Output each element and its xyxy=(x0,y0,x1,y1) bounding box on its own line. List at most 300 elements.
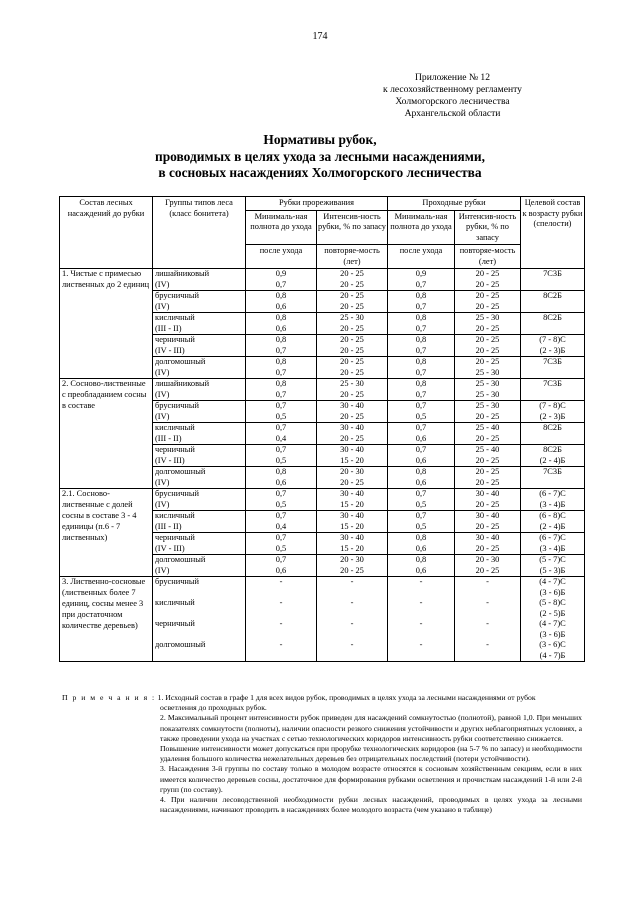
passage-density-cell-lower: 0,5 xyxy=(415,521,427,531)
header-intensity: Интенсив-ность рубки, % по запасу xyxy=(455,210,521,245)
forest-type: брусничный xyxy=(155,577,200,586)
passage-density-cell-lower: 0,6 xyxy=(415,477,427,487)
thinning-intensity-cell-upper: 30 - 40 xyxy=(340,511,364,520)
passage-density-cell xyxy=(388,511,455,533)
thinning-density-cell xyxy=(246,401,317,423)
target-composition-cell xyxy=(521,467,585,489)
spacer xyxy=(248,588,314,599)
thinning-intensity-cell xyxy=(317,577,388,662)
thinning-density-cell-upper: 0,8 xyxy=(275,379,287,388)
passage-density-cell-upper: 0,8 xyxy=(415,291,427,300)
target-composition-cell-upper: (6 - 8)С xyxy=(539,511,566,520)
forest-type-cell-lower: (IV - III) xyxy=(155,455,185,465)
thinning-density-cell-upper: 0,7 xyxy=(275,555,287,564)
passage-intensity-cell-upper: 20 - 25 xyxy=(475,291,500,300)
note-1: 1. Исходный состав в графе 1 для всех видов рубок, проводимых в целях ухода за лесными насаждениями от рубок xyxy=(157,693,536,702)
thinning-intensity-cell xyxy=(317,379,388,401)
passage-density-cell-upper: 0,8 xyxy=(415,313,427,322)
forest-type-cell-upper: брусничный xyxy=(155,401,200,410)
note-2: 2. Максимальный процент интенсивности рубок приведен для насаждений сомкнутостью (полнотой), равной 1,0. При меньших показателях сомкнутости (полноты), наличии опасности резкого снижения устойчивости и других неблагоприятных условиях, а также проведении ухода на участках с сетью технологических коридоров интенсивность рубки соответственно снижается. xyxy=(160,713,582,743)
thinning-density-cell xyxy=(246,445,317,467)
spacer xyxy=(248,651,314,662)
thinning-intensity-cell xyxy=(317,467,388,489)
thinning-intensity-cell xyxy=(317,445,388,467)
thinning-intensity-cell xyxy=(317,335,388,357)
dash: - xyxy=(419,640,423,649)
passage-intensity-cell xyxy=(455,401,521,423)
table-row xyxy=(60,489,585,511)
norms-table xyxy=(59,196,585,662)
forest-type-cell-lower: (IV) xyxy=(155,301,170,311)
header-repeat: повторяе-мость (лет) xyxy=(455,245,521,269)
target-composition-cell xyxy=(521,423,585,445)
group-label: 1. Чистые с примесью лиственных до 2 единиц xyxy=(60,269,153,379)
thinning-density-cell xyxy=(246,423,317,445)
thinning-density-cell-upper: 0,7 xyxy=(275,489,287,498)
page-number: 174 xyxy=(312,31,328,42)
passage-density-cell xyxy=(388,357,455,379)
forest-type-cell-upper: черничный xyxy=(155,533,195,542)
forest-type-cell xyxy=(153,555,246,577)
forest-type-cell-lower: (IV) xyxy=(155,565,170,575)
target-composition-cell xyxy=(521,445,585,467)
thinning-density-cell xyxy=(246,335,317,357)
passage-density-cell-upper: 0,7 xyxy=(415,511,427,520)
thinning-intensity-cell-upper: 20 - 25 xyxy=(340,269,364,278)
target-composition-cell-upper: 8С2Б xyxy=(543,423,562,432)
target-composition-cell xyxy=(521,313,585,335)
spacer xyxy=(155,630,243,641)
forest-type-cell xyxy=(153,445,246,467)
passage-density-cell-upper: 0,8 xyxy=(415,533,427,542)
passage-intensity-cell xyxy=(455,379,521,401)
spacer xyxy=(319,588,385,599)
thinning-density-cell-lower: 0,7 xyxy=(275,345,287,355)
thinning-density-cell xyxy=(246,291,317,313)
target-composition-cell xyxy=(521,489,585,511)
thinning-intensity-cell xyxy=(317,401,388,423)
target-composition-cell-upper: (7 - 8)С xyxy=(539,401,566,410)
thinning-density-cell-upper: 0,8 xyxy=(275,335,287,344)
forest-type-cell xyxy=(153,577,246,662)
spacer xyxy=(155,588,243,599)
note-2b: Повышение интенсивности может допускаться при прорубке технологических коридоров (на 5-7 % по запасу) и необходимости удаления большого количества нежелательных деревьев без отрицательных последствий (потери устойчивости). xyxy=(160,744,582,764)
group-label: 2. Сосново-лиственные с преобладанием сосны в составе xyxy=(60,379,153,489)
thinning-density-cell-lower: 0,5 xyxy=(275,455,287,465)
thinning-intensity-cell-lower: 20 - 25 xyxy=(340,433,364,443)
passage-density-cell xyxy=(388,467,455,489)
thinning-density-cell xyxy=(246,533,317,555)
forest-type-cell-upper: кисличный xyxy=(155,423,195,432)
target-composition-cell-lower: (2 - 4)Б xyxy=(539,521,566,531)
forest-type-cell-upper: лишайниковый xyxy=(155,269,210,278)
target-composition-cell-lower: (2 - 4)Б xyxy=(539,455,566,465)
passage-intensity-cell-lower: 20 - 25 xyxy=(475,543,500,553)
target-composition-cell-upper: (6 - 7)С xyxy=(539,489,566,498)
forest-type-cell-lower: (IV) xyxy=(155,389,170,399)
passage-density-cell-lower: 0,6 xyxy=(415,433,427,443)
passage-intensity-cell-lower: 20 - 25 xyxy=(475,279,500,289)
thinning-density-cell-lower: 0,5 xyxy=(275,499,287,509)
target-composition-cell-lower: (2 - 3)Б xyxy=(539,411,566,421)
thinning-intensity-cell-lower: 20 - 25 xyxy=(340,477,364,487)
title-line: проводимых в целях ухода за лесными насаждениями, xyxy=(155,148,485,164)
header-site-groups: Группы типов леса (класс бонитета) xyxy=(153,197,246,269)
table-row xyxy=(60,577,585,662)
passage-density-cell-upper: 0,7 xyxy=(415,489,427,498)
thinning-intensity-cell-lower: 15 - 20 xyxy=(340,521,364,531)
thinning-intensity-cell-upper: 25 - 30 xyxy=(340,313,364,322)
dash: - xyxy=(350,640,354,649)
dash: - xyxy=(486,640,489,649)
thinning-intensity-cell-lower: 20 - 25 xyxy=(340,367,364,377)
passage-density-cell-lower: 0,7 xyxy=(415,279,427,289)
passage-density-cell-lower: 0,6 xyxy=(415,565,427,575)
dash: - xyxy=(279,619,283,628)
thinning-density-cell xyxy=(246,511,317,533)
spacer xyxy=(390,651,452,662)
thinning-intensity-cell-upper: 30 - 40 xyxy=(340,533,364,542)
forest-type-cell-upper: черничный xyxy=(155,335,195,344)
spacer xyxy=(248,609,314,620)
target-composition-cell xyxy=(521,511,585,533)
thinning-density-cell-lower: 0,6 xyxy=(275,565,287,575)
forest-type: черничный xyxy=(155,619,195,628)
passage-intensity-cell-lower: 20 - 25 xyxy=(475,433,500,443)
thinning-density-cell xyxy=(246,577,317,662)
passage-density-cell xyxy=(388,423,455,445)
header-min-density: Минималь-ная полнота до ухода xyxy=(246,210,317,245)
passage-density-cell-lower: 0,7 xyxy=(415,367,427,377)
forest-type-cell-upper: долгомошный xyxy=(155,357,206,366)
forest-type-cell-lower: (IV) xyxy=(155,477,170,487)
note-3: 3. Насаждения 3-й группы по составу только в молодом возрасте относятся к сосновым хозяйственным секциям, если в них имеется количество деревьев сосны, достаточное для формирования рубками осветления и прочисткам насаждений 1-й или 2-й групп (по составу). xyxy=(160,764,582,794)
passage-density-cell-lower: 0,5 xyxy=(415,411,427,421)
target-composition-cell-lower: (3 - 4)Б xyxy=(539,499,566,509)
target-line: (3 - 6)Б xyxy=(539,629,566,639)
dash: - xyxy=(419,619,423,628)
thinning-density-cell-lower: 0,7 xyxy=(275,389,287,399)
thinning-intensity-cell xyxy=(317,269,388,291)
thinning-density-cell-upper: 0,7 xyxy=(275,533,287,542)
passage-density-cell xyxy=(388,489,455,511)
forest-type-cell xyxy=(153,291,246,313)
target-composition-cell-upper: 8С2Б xyxy=(543,313,562,322)
passage-intensity-cell-upper: 30 - 40 xyxy=(475,533,500,542)
thinning-intensity-cell-lower: 20 - 25 xyxy=(340,345,364,355)
target-composition-cell-upper: (6 - 7)С xyxy=(539,533,566,542)
target-composition-cell-upper: 7С3Б xyxy=(543,467,562,476)
thinning-density-cell xyxy=(246,379,317,401)
forest-type-cell xyxy=(153,357,246,379)
dash: - xyxy=(279,598,283,607)
thinning-density-cell xyxy=(246,489,317,511)
passage-intensity-cell xyxy=(455,533,521,555)
passage-density-cell-upper: 0,7 xyxy=(415,423,427,432)
spacer xyxy=(390,588,452,599)
spacer xyxy=(155,609,243,620)
target-composition-cell-upper: 8С2Б xyxy=(543,291,562,300)
dash: - xyxy=(419,577,423,586)
passage-intensity-cell xyxy=(455,489,521,511)
title-line: в сосновых насаждениях Холмогорского лесничества xyxy=(158,165,482,180)
header-min-density: Минималь-ная полнота до ухода xyxy=(388,210,455,245)
forest-type-cell-upper: брусничный xyxy=(155,489,200,498)
forest-type-cell xyxy=(153,313,246,335)
passage-density-cell xyxy=(388,533,455,555)
spacer xyxy=(390,609,452,620)
forest-type-cell xyxy=(153,489,246,511)
appendix-line: Приложение № 12 xyxy=(414,72,491,83)
target-line: (5 - 8)С xyxy=(539,598,566,607)
passage-density-cell-upper: 0,8 xyxy=(415,335,427,344)
dash: - xyxy=(486,619,489,628)
thinning-intensity-cell-lower: 20 - 25 xyxy=(340,411,364,421)
passage-density-cell xyxy=(388,445,455,467)
forest-type: кисличный xyxy=(155,598,195,607)
forest-type-cell-lower: (III - II) xyxy=(155,433,182,443)
dash: - xyxy=(350,619,354,628)
passage-density-cell-upper: 0,8 xyxy=(415,467,427,476)
thinning-intensity-cell-lower: 15 - 20 xyxy=(340,499,364,509)
forest-type: долгомошный xyxy=(155,640,206,649)
forest-type-cell-upper: долгомошный xyxy=(155,467,206,476)
thinning-density-cell-lower: 0,4 xyxy=(275,521,287,531)
thinning-density-cell-lower: 0,4 xyxy=(275,433,287,443)
forest-type-cell xyxy=(153,379,246,401)
thinning-intensity-cell xyxy=(317,313,388,335)
passage-density-cell xyxy=(388,269,455,291)
thinning-intensity-cell-lower: 20 - 25 xyxy=(340,279,364,289)
passage-density-cell-lower: 0,7 xyxy=(415,323,427,333)
forest-type-cell-upper: черничный xyxy=(155,445,195,454)
thinning-density-cell-upper: 0,9 xyxy=(275,269,287,278)
header-after: после ухода xyxy=(246,245,317,269)
passage-density-cell-upper: 0,7 xyxy=(415,401,427,410)
thinning-intensity-cell-lower: 20 - 25 xyxy=(340,301,364,311)
thinning-intensity-cell xyxy=(317,555,388,577)
passage-intensity-cell-lower: 20 - 25 xyxy=(475,565,500,575)
passage-intensity-cell xyxy=(455,511,521,533)
target-composition-cell xyxy=(521,577,585,662)
forest-type-cell-upper: кисличный xyxy=(155,511,195,520)
thinning-intensity-cell-lower: 20 - 25 xyxy=(340,389,364,399)
appendix-header xyxy=(360,72,545,120)
target-composition-cell xyxy=(521,335,585,357)
thinning-density-cell-upper: 0,8 xyxy=(275,357,287,366)
thinning-intensity-cell xyxy=(317,533,388,555)
dash: - xyxy=(486,577,489,586)
header-repeat: повторяе-мость (лет) xyxy=(317,245,388,269)
target-line: (4 - 7)Б xyxy=(539,650,566,660)
spacer xyxy=(457,609,518,620)
dash: - xyxy=(350,577,354,586)
notes xyxy=(62,693,582,815)
target-composition-cell-upper: 7С3Б xyxy=(543,357,562,366)
thinning-intensity-cell-upper: 30 - 40 xyxy=(340,423,364,432)
thinning-intensity-cell xyxy=(317,423,388,445)
thinning-intensity-cell-upper: 30 - 40 xyxy=(340,445,364,454)
passage-intensity-cell-upper: 25 - 30 xyxy=(475,313,500,322)
target-composition-cell-upper: 7С3Б xyxy=(543,269,562,278)
thinning-density-cell xyxy=(246,313,317,335)
spacer xyxy=(457,588,518,599)
target-composition-cell-lower: (3 - 4)Б xyxy=(539,543,566,553)
forest-type-cell-lower: (IV) xyxy=(155,367,170,377)
thinning-intensity-cell-upper: 30 - 40 xyxy=(340,401,364,410)
passage-intensity-cell-lower: 20 - 25 xyxy=(475,455,500,465)
forest-type-cell-lower: (IV) xyxy=(155,279,170,289)
thinning-density-cell xyxy=(246,467,317,489)
passage-intensity-cell xyxy=(455,577,521,662)
thinning-density-cell-lower: 0,7 xyxy=(275,279,287,289)
passage-density-cell xyxy=(388,313,455,335)
passage-intensity-cell xyxy=(455,313,521,335)
passage-intensity-cell-upper: 20 - 25 xyxy=(475,269,500,278)
passage-density-cell xyxy=(388,401,455,423)
passage-density-cell-lower: 0,7 xyxy=(415,345,427,355)
thinning-intensity-cell-upper: 30 - 40 xyxy=(340,489,364,498)
target-composition-cell xyxy=(521,357,585,379)
target-composition-cell xyxy=(521,555,585,577)
target-composition-cell-upper: 7С3Б xyxy=(543,379,562,388)
passage-intensity-cell-lower: 20 - 25 xyxy=(475,477,500,487)
passage-intensity-cell-upper: 20 - 30 xyxy=(475,555,500,564)
passage-intensity-cell-lower: 20 - 25 xyxy=(475,521,500,531)
forest-type-cell xyxy=(153,335,246,357)
spacer xyxy=(457,630,518,641)
passage-density-cell-lower: 0,5 xyxy=(415,499,427,509)
thinning-density-cell-upper: 0,8 xyxy=(275,467,287,476)
passage-intensity-cell xyxy=(455,555,521,577)
thinning-intensity-cell-upper: 20 - 30 xyxy=(340,467,364,476)
appendix-line: к лесохозяйственному регламенту xyxy=(383,84,522,95)
appendix-line: Холмогорского лесничества xyxy=(395,96,510,107)
target-composition-cell-upper: (7 - 8)С xyxy=(539,335,566,344)
thinning-density-cell-lower: 0,6 xyxy=(275,477,287,487)
passage-intensity-cell-upper: 20 - 25 xyxy=(475,335,500,344)
dash: - xyxy=(350,598,354,607)
document-title xyxy=(100,132,540,182)
passage-intensity-cell-upper: 20 - 25 xyxy=(475,357,500,366)
notes-label: П р и м е ч а н и я : xyxy=(62,693,156,702)
spacer xyxy=(390,630,452,641)
target-line: (4 - 7)С xyxy=(539,619,566,628)
thinning-density-cell xyxy=(246,269,317,291)
header-thinning: Рубки прореживания xyxy=(246,197,388,211)
target-composition-cell-upper: (5 - 7)С xyxy=(539,555,566,564)
passage-intensity-cell-upper: 25 - 30 xyxy=(475,401,500,410)
forest-type-cell-upper: долгомошный xyxy=(155,555,206,564)
target-line: (3 - 6)С xyxy=(539,640,566,649)
passage-intensity-cell-upper: 30 - 40 xyxy=(475,489,500,498)
passage-intensity-cell-lower: 20 - 25 xyxy=(475,345,500,355)
thinning-density-cell-upper: 0,7 xyxy=(275,401,287,410)
target-composition-cell-upper: 8С2Б xyxy=(543,445,562,454)
title-line: Нормативы рубок, xyxy=(263,132,377,147)
passage-intensity-cell xyxy=(455,269,521,291)
target-composition-cell xyxy=(521,533,585,555)
forest-type-cell-lower: (IV) xyxy=(155,499,170,509)
target-composition-cell xyxy=(521,379,585,401)
passage-intensity-cell xyxy=(455,291,521,313)
thinning-density-cell-upper: 0,8 xyxy=(275,313,287,322)
passage-intensity-cell-upper: 20 - 25 xyxy=(475,467,500,476)
spacer xyxy=(319,630,385,641)
thinning-intensity-cell xyxy=(317,489,388,511)
dash: - xyxy=(279,577,283,586)
passage-density-cell xyxy=(388,555,455,577)
thinning-density-cell-upper: 0,7 xyxy=(275,511,287,520)
passage-density-cell xyxy=(388,379,455,401)
thinning-density-cell-upper: 0,7 xyxy=(275,423,287,432)
thinning-density-cell-lower: 0,6 xyxy=(275,301,287,311)
spacer xyxy=(319,651,385,662)
dash: - xyxy=(419,598,423,607)
passage-intensity-cell-upper: 25 - 40 xyxy=(475,423,500,432)
passage-intensity-cell xyxy=(455,423,521,445)
passage-density-cell xyxy=(388,577,455,662)
thinning-intensity-cell-lower: 20 - 25 xyxy=(340,323,364,333)
thinning-density-cell xyxy=(246,555,317,577)
target-composition-cell xyxy=(521,269,585,291)
note-4: 4. При наличии лесоводственной необходимости рубки лесных насаждений, проводимых в целях ухода за лесными насаждениями, начинают проводить в насаждениях более молодого возраста (чем указано в таблице) xyxy=(160,795,582,815)
thinning-density-cell-upper: 0,7 xyxy=(275,445,287,454)
thinning-density-cell-lower: 0,5 xyxy=(275,543,287,553)
thinning-intensity-cell-upper: 20 - 25 xyxy=(340,291,364,300)
passage-density-cell-lower: 0,7 xyxy=(415,301,427,311)
thinning-intensity-cell-lower: 20 - 25 xyxy=(340,565,364,575)
spacer xyxy=(248,630,314,641)
passage-density-cell-upper: 0,9 xyxy=(415,269,427,278)
header-passage: Проходные рубки xyxy=(388,197,521,211)
forest-type-cell xyxy=(153,467,246,489)
forest-type-cell-lower: (III - II) xyxy=(155,323,182,333)
passage-intensity-cell xyxy=(455,335,521,357)
passage-density-cell-upper: 0,8 xyxy=(415,357,427,366)
forest-type-cell-upper: брусничный xyxy=(155,291,200,300)
passage-intensity-cell-lower: 25 - 30 xyxy=(475,367,500,377)
thinning-density-cell-lower: 0,6 xyxy=(275,323,287,333)
target-line: (2 - 5)Б xyxy=(539,608,566,618)
dash: - xyxy=(279,640,283,649)
thinning-density-cell-lower: 0,5 xyxy=(275,411,287,421)
forest-type-cell-lower: (IV - III) xyxy=(155,543,185,553)
forest-type-cell-lower: (IV) xyxy=(155,411,170,421)
spacer xyxy=(457,651,518,662)
thinning-intensity-cell-upper: 25 - 30 xyxy=(340,379,364,388)
target-composition-cell-lower: (5 - 3)Б xyxy=(539,565,566,575)
passage-density-cell xyxy=(388,335,455,357)
target-composition-cell xyxy=(521,291,585,313)
passage-density-cell xyxy=(388,291,455,313)
thinning-density-cell-lower: 0,7 xyxy=(275,367,287,377)
passage-intensity-cell-lower: 20 - 25 xyxy=(475,411,500,421)
passage-density-cell-upper: 0,8 xyxy=(415,379,427,388)
thinning-density-cell xyxy=(246,357,317,379)
table-row xyxy=(60,379,585,401)
header-target: Целевой состав к возрасту рубки (спелости) xyxy=(521,197,585,269)
forest-type-cell xyxy=(153,533,246,555)
forest-type-cell xyxy=(153,511,246,533)
forest-type-cell-lower: (IV - III) xyxy=(155,345,185,355)
passage-density-cell-upper: 0,8 xyxy=(415,555,427,564)
passage-density-cell-lower: 0,6 xyxy=(415,543,427,553)
passage-intensity-cell-lower: 20 - 25 xyxy=(475,499,500,509)
thinning-intensity-cell xyxy=(317,511,388,533)
passage-density-cell-lower: 0,6 xyxy=(415,455,427,465)
forest-type-cell xyxy=(153,401,246,423)
